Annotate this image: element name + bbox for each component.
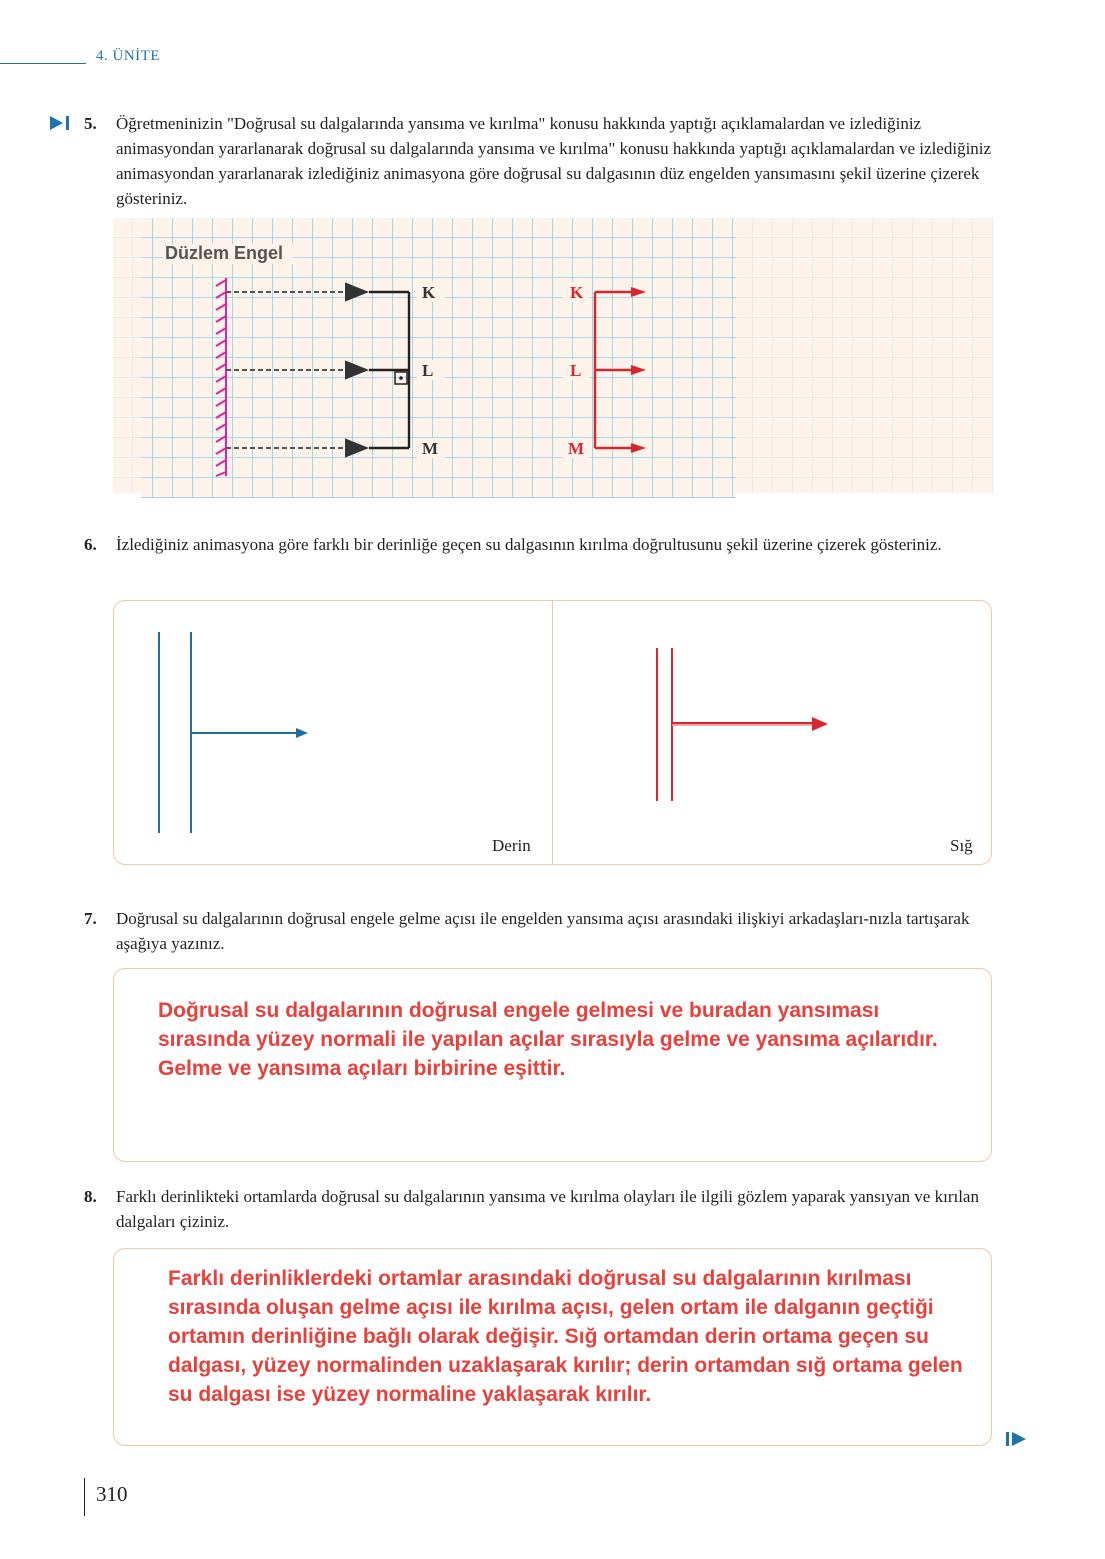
wave-label-right: M	[568, 439, 585, 458]
answer-box	[113, 968, 992, 1162]
page-number: 310	[96, 1482, 128, 1506]
question-number: 8.	[84, 1187, 97, 1206]
refraction-figure	[113, 600, 992, 865]
answer-text: Farklı derinliklerdeki ortamlar arasındaki doğrusal su dalgalarının kırılması sırasında oluşan gelme açısı ile kırılma açısı, gelen ortam ile dalganın geçtiği ortamın derinliğine bağlı olarak değişir. Sığ ortamdan derin ortama geçen su dalgası, yüzey normalinden uzaklaşarak kırılır; derin ortamdan sığ ortama gelen su dalgası ise yüzey normaline yaklaşarak kırılır.	[168, 1267, 963, 1406]
unit-title: 4. ÜNİTE	[96, 48, 160, 64]
question-text: Farklı derinlikteki ortamlarda doğrusal su dalgalarının yansıma ve kırılma olayları ile ilgili gözlem yaparak yansıyan ve kırılan dalgaları çiziniz.	[116, 1187, 979, 1231]
figure-title: Düzlem Engel	[165, 243, 284, 263]
continue-icon	[1006, 1431, 1028, 1452]
question-text: Öğretmeninizin "Doğrusal su dalgalarında yansıma ve kırılma" konusu hakkında yaptığı açıklamalardan ve izlediğiniz animasyondan yararlanarak doğrusal su dalgalarında yansıma ve kırılma" konusu hakkında yaptığı açıklamalardan ve izlediğiniz animasyondan yararlanarak izlediğiniz animasyona göre doğrusal su dalgasının düz engelden yansımasını şekil üzerine çizerek gösteriniz.	[116, 114, 992, 208]
wave-label-left: L	[422, 361, 434, 380]
answer-box	[113, 1248, 992, 1446]
header-rule	[0, 63, 86, 64]
page-number-rule	[84, 1478, 85, 1516]
play-icon	[50, 115, 72, 136]
question-number: 7.	[84, 909, 97, 928]
wave-label-right: L	[570, 361, 582, 380]
wave-label-left: M	[422, 439, 439, 458]
question-number: 6.	[84, 535, 97, 554]
question-text: Doğrusal su dalgalarının doğrusal engele gelme açısı ile engelden yansıma açısı arasındaki ilişkiyi arkadaşları-nızla tartışarak aşağıya yazınız.	[116, 909, 970, 953]
question-number: 5.	[84, 114, 97, 133]
question-text: İzlediğiniz animasyona göre farklı bir derinliğe geçen su dalgasının kırılma doğrultusunu şekil üzerine çizerek gösteriniz.	[116, 535, 942, 554]
deep-label: Derin	[492, 836, 531, 855]
shallow-label: Sığ	[950, 836, 973, 855]
answer-text: Doğrusal su dalgalarının doğrusal engele gelmesi ve buradan yansıması sırasında yüzey normali ile yapılan açılar sırasıyla gelme ve yansıma açılarıdır. Gelme ve yansıma açıları birbirine eşittir.	[158, 999, 938, 1080]
wave-label-left: K	[422, 283, 436, 302]
wave-label-right: K	[570, 283, 584, 302]
reflection-figure	[113, 218, 993, 498]
